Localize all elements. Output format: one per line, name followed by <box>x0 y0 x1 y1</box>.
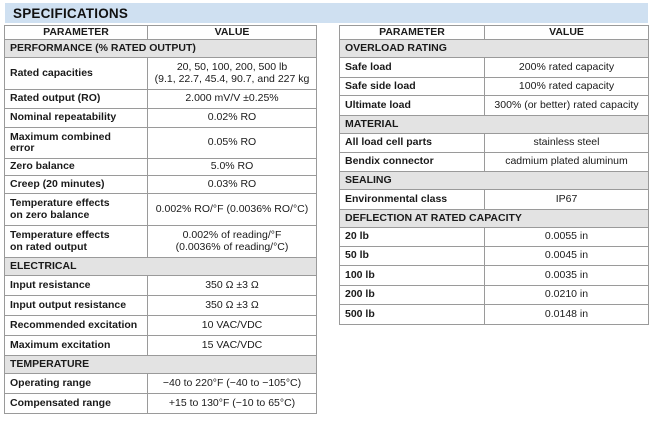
parameter-cell: Compensated range <box>5 394 148 414</box>
value-cell: 0.03% RO <box>148 176 317 194</box>
table-row <box>340 305 649 325</box>
parameter-cell: Environmental class <box>340 190 485 210</box>
value-cell: 10 VAC/VDC <box>148 316 317 336</box>
value-cell: 0.002% of reading/°F (0.0036% of reading/°C) <box>148 226 317 258</box>
table-row <box>340 78 649 96</box>
parameter-cell: Recommended excitation <box>5 316 148 336</box>
value-cell: 350 Ω ±3 Ω <box>148 296 317 316</box>
column-header-parameter: PARAMETER <box>340 26 485 40</box>
table-row <box>340 266 649 286</box>
value-cell: 0.0148 in <box>485 305 649 325</box>
value-cell: 2.000 mV/V ±0.25% <box>148 90 317 109</box>
value-cell: 350 Ω ±3 Ω <box>148 276 317 296</box>
parameter-cell: Zero balance <box>5 159 148 176</box>
value-cell: 20, 50, 100, 200, 500 lb (9.1, 22.7, 45.4, 90.7, and 227 kg <box>148 58 317 90</box>
value-cell: 0.0045 in <box>485 247 649 266</box>
section-label: TEMPERATURE <box>5 356 317 374</box>
parameter-cell: 20 lb <box>340 228 485 247</box>
parameter-cell: All load cell parts <box>340 134 485 153</box>
section-label: DEFLECTION AT RATED CAPACITY <box>340 210 649 228</box>
table-row <box>340 286 649 305</box>
section-row <box>5 40 317 58</box>
value-cell: stainless steel <box>485 134 649 153</box>
section-row <box>340 116 649 134</box>
table-row <box>5 296 317 316</box>
parameter-cell: 50 lb <box>340 247 485 266</box>
table-row <box>5 109 317 128</box>
table-row <box>5 226 317 258</box>
table-row <box>5 128 317 159</box>
parameter-cell: Safe side load <box>340 78 485 96</box>
value-cell: 5.0% RO <box>148 159 317 176</box>
table-header-row <box>340 26 649 40</box>
value-cell: 0.0035 in <box>485 266 649 286</box>
table-row <box>340 228 649 247</box>
section-label: SEALING <box>340 172 649 190</box>
column-header-parameter: PARAMETER <box>5 26 148 40</box>
column-header-value: VALUE <box>148 26 317 40</box>
parameter-cell: Safe load <box>340 58 485 78</box>
table-row <box>340 247 649 266</box>
table-row <box>5 374 317 394</box>
table-row <box>5 316 317 336</box>
left-spec-table <box>4 25 317 414</box>
section-row <box>340 40 649 58</box>
parameter-cell: Maximum combined error <box>5 128 148 159</box>
table-row <box>340 190 649 210</box>
parameter-cell: 100 lb <box>340 266 485 286</box>
parameter-cell: Rated output (RO) <box>5 90 148 109</box>
specifications-banner <box>5 3 648 23</box>
value-cell: 300% (or better) rated capacity <box>485 96 649 116</box>
parameter-cell: 500 lb <box>340 305 485 325</box>
section-row <box>5 356 317 374</box>
table-header-row <box>5 26 317 40</box>
table-row <box>5 394 317 414</box>
section-label: MATERIAL <box>340 116 649 134</box>
page-title: SPECIFICATIONS <box>13 6 129 21</box>
right-spec-table <box>339 25 649 325</box>
value-cell: IP67 <box>485 190 649 210</box>
table-row <box>340 153 649 172</box>
table-row <box>340 96 649 116</box>
value-cell: 0.0210 in <box>485 286 649 305</box>
table-row <box>340 134 649 153</box>
value-cell: 100% rated capacity <box>485 78 649 96</box>
parameter-cell: Nominal repeatability <box>5 109 148 128</box>
value-cell: 200% rated capacity <box>485 58 649 78</box>
section-label: ELECTRICAL <box>5 258 317 276</box>
parameter-cell: Temperature effects on rated output <box>5 226 148 258</box>
section-label: OVERLOAD RATING <box>340 40 649 58</box>
value-cell: 0.05% RO <box>148 128 317 159</box>
parameter-cell: Temperature effects on zero balance <box>5 194 148 226</box>
parameter-cell: 200 lb <box>340 286 485 305</box>
value-cell: cadmium plated aluminum <box>485 153 649 172</box>
parameter-cell: Creep (20 minutes) <box>5 176 148 194</box>
value-cell: 15 VAC/VDC <box>148 336 317 356</box>
section-row <box>340 210 649 228</box>
section-row <box>5 258 317 276</box>
parameter-cell: Bendix connector <box>340 153 485 172</box>
value-cell: 0.0055 in <box>485 228 649 247</box>
section-label: PERFORMANCE (% RATED OUTPUT) <box>5 40 317 58</box>
table-row <box>5 194 317 226</box>
parameter-cell: Ultimate load <box>340 96 485 116</box>
table-row <box>5 58 317 90</box>
value-cell: −40 to 220°F (−40 to −105°C) <box>148 374 317 394</box>
parameter-cell: Input output resistance <box>5 296 148 316</box>
value-cell: 0.02% RO <box>148 109 317 128</box>
parameter-cell: Input resistance <box>5 276 148 296</box>
table-row <box>5 159 317 176</box>
parameter-cell: Rated capacities <box>5 58 148 90</box>
table-row <box>5 90 317 109</box>
parameter-cell: Maximum excitation <box>5 336 148 356</box>
parameter-cell: Operating range <box>5 374 148 394</box>
section-row <box>340 172 649 190</box>
table-row <box>5 176 317 194</box>
table-row <box>5 276 317 296</box>
value-cell: +15 to 130°F (−10 to 65°C) <box>148 394 317 414</box>
value-cell: 0.002% RO/°F (0.0036% RO/°C) <box>148 194 317 226</box>
table-row <box>5 336 317 356</box>
table-row <box>340 58 649 78</box>
column-header-value: VALUE <box>485 26 649 40</box>
